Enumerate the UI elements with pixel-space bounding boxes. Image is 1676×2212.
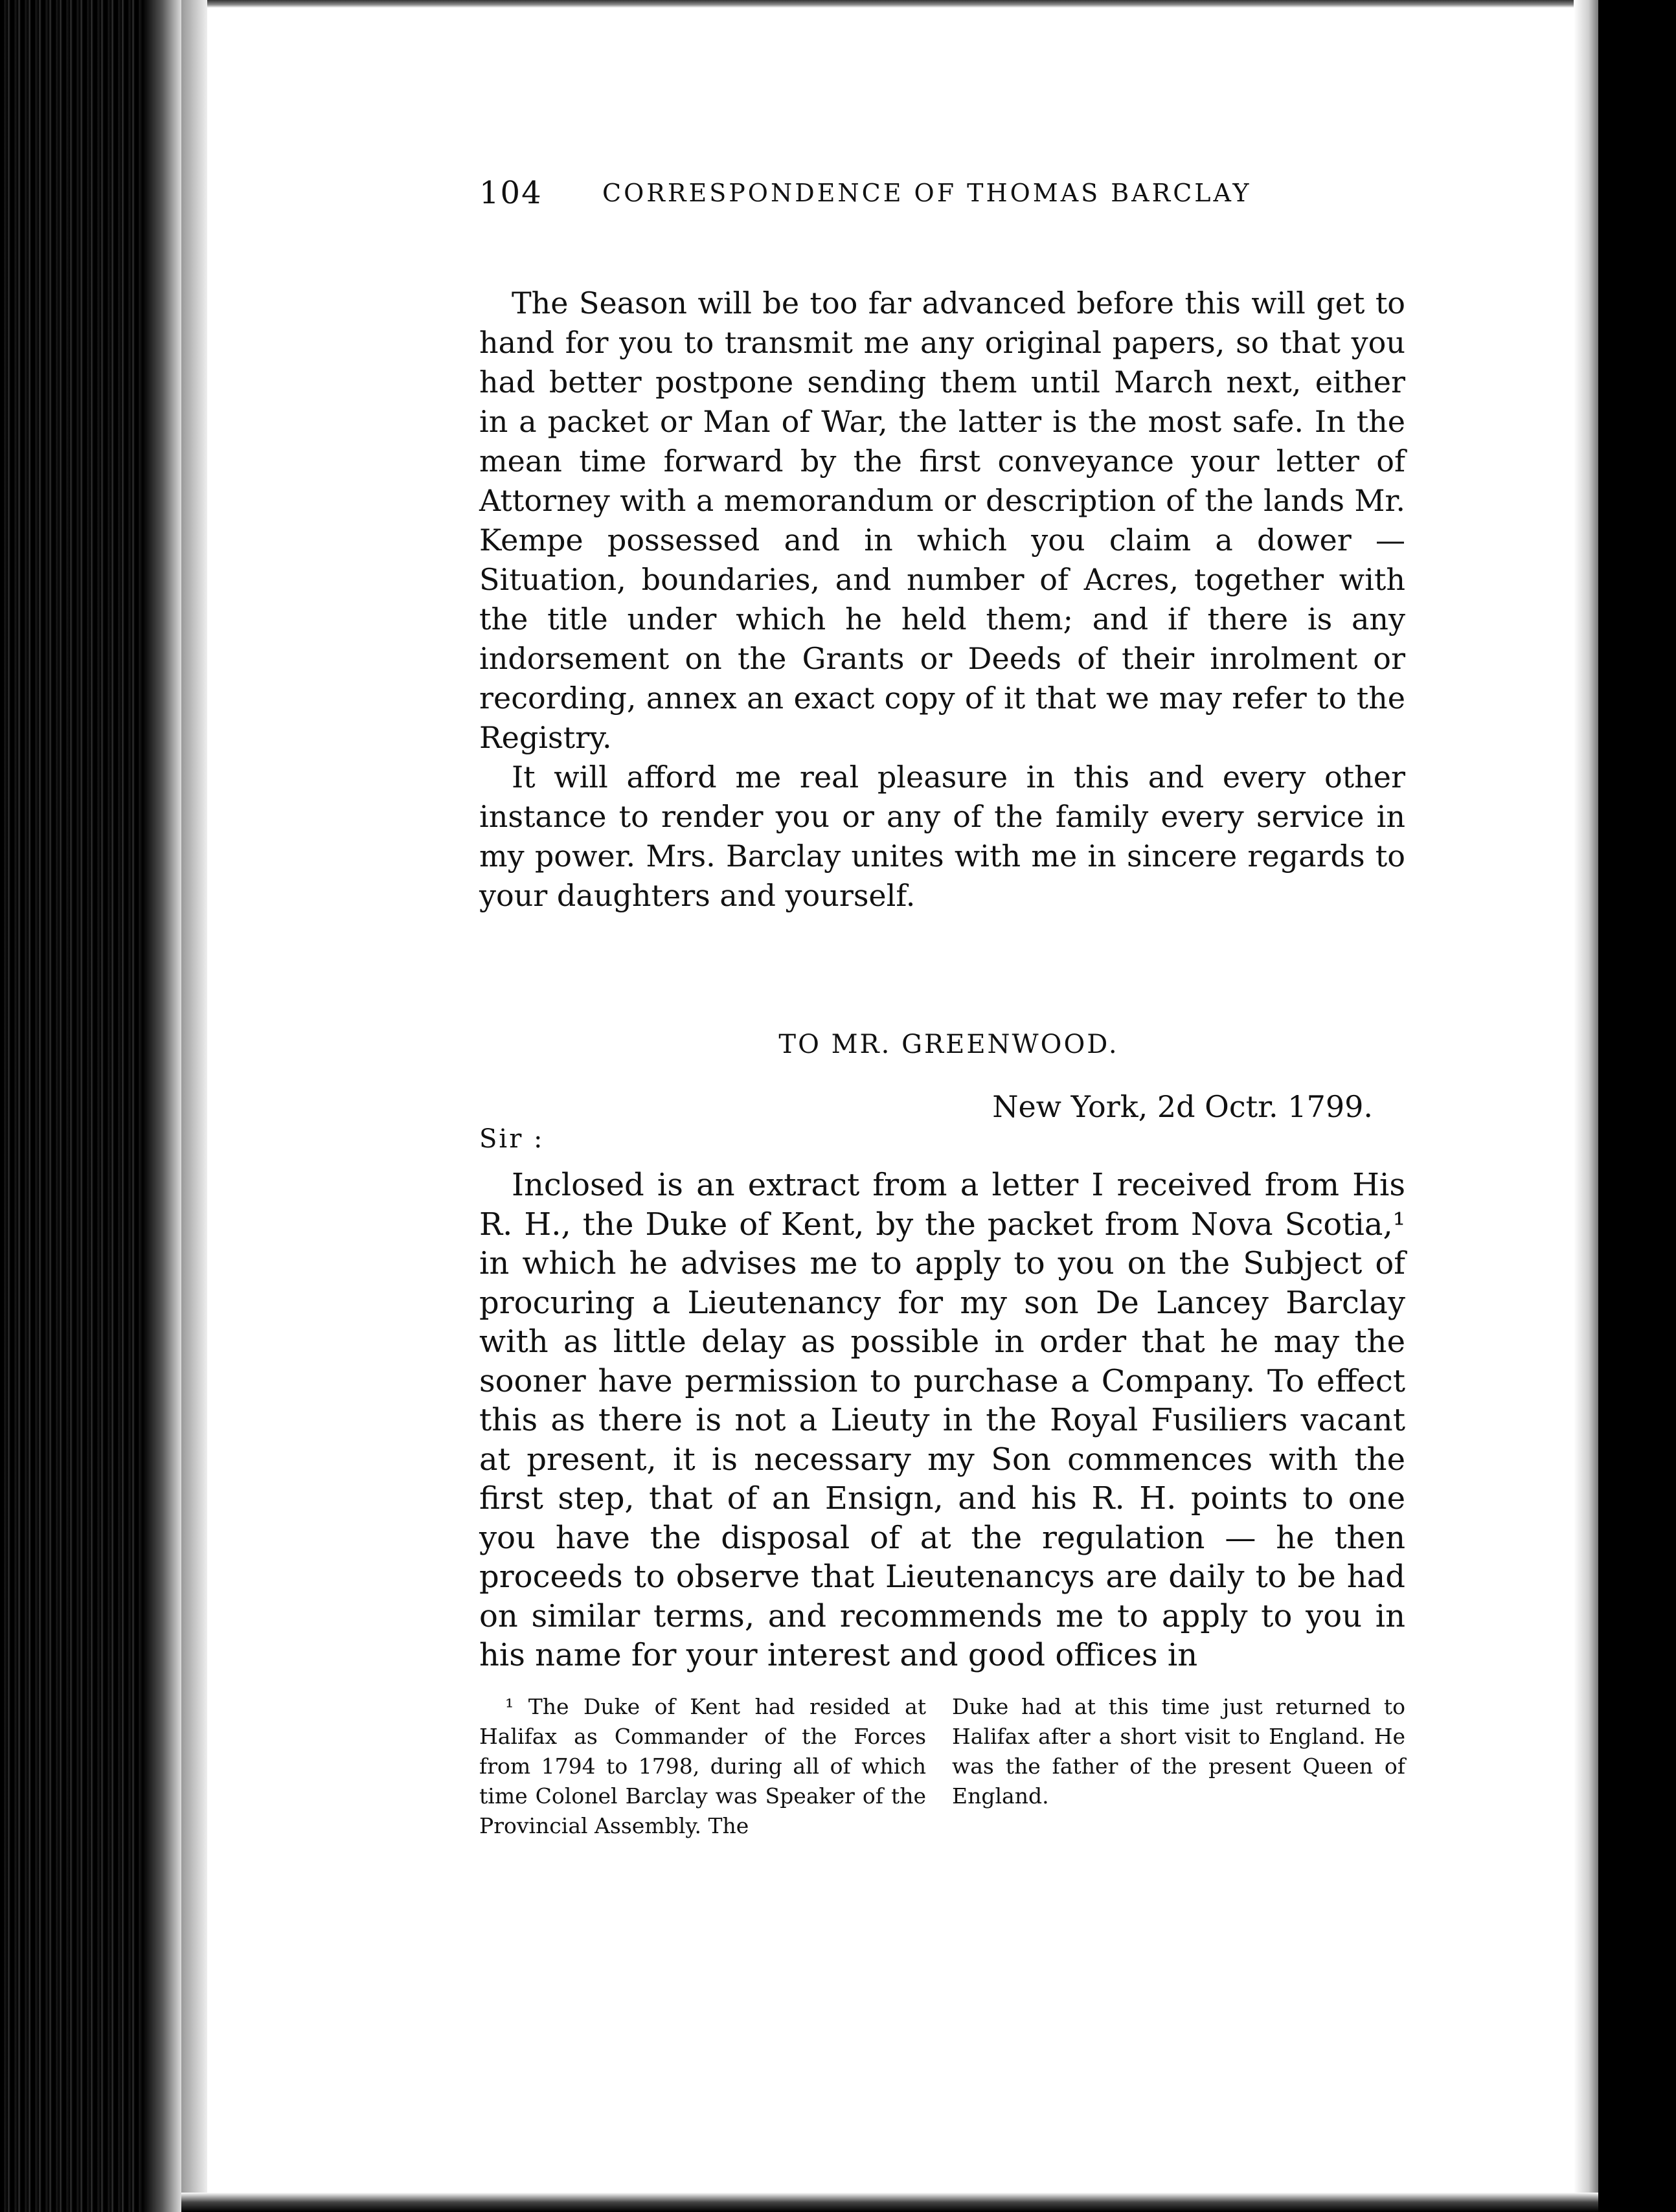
running-head (479, 175, 1405, 214)
paragraph: Inclosed is an extract from a letter I received from His R. H., the Duke of Kent, by the packet from Nova Scotia,¹ in which he advises me to apply to you on the Subject of procuring a Lieutenancy for my son De Lancey Barclay with as little delay as possible in order that he may the sooner have permission to purchase a Company. To effect this as there is not a Lieuty in the Royal Fusiliers vacant at present, it is necessary my Son commences with the first step, that of an Ensign, and his R. H. points to one you have the disposal of at the regulation — he then proceeds to observe that Lieutenancys are daily to be had on similar terms, and recommends me to apply to you in his name for your interest and good offices in (479, 1167, 1405, 1673)
paragraph: The Season will be too far advanced before this will get to hand for you to transmit me any original papers, so that you had better postpone sending them until March next, either in a packet or Man of War, the latter is the most safe. In the mean time forward by the first conveyance your letter of Attorney with a memorandum or description of the lands Mr. Kempe possessed and in which you claim a dower — Situation, boundaries, and number of Acres, together with the title under which he held them; and if there is any indorsement on the Grants or Deeds of their inrolment or recording, annex an exact copy of it that we may refer to the Registry. (479, 286, 1405, 755)
letter-body (479, 1166, 1405, 1675)
footnotes (479, 1692, 1405, 1841)
letter-heading: TO MR. GREENWOOD. (778, 1030, 1119, 1059)
letter-dateline: New York, 2d Octr. 1799. (992, 1089, 1373, 1124)
book-left-edge (0, 0, 181, 2212)
book-right-edge (1598, 0, 1676, 2212)
page-right-shadow (1574, 0, 1598, 2212)
page-top-edge (207, 0, 1574, 8)
page-gutter-shadow (181, 0, 207, 2212)
letter-salutation: Sir : (479, 1124, 545, 1154)
footnote-column-1: ¹ The Duke of Kent had resided at Halifax as Commander of the Forces from 1794 to 1798, during all of which time Colonel Barclay was Speaker of the Provincial Assembly. The (479, 1693, 926, 1838)
page-number: 104 (479, 175, 543, 211)
continued-letter (479, 284, 1405, 916)
running-title: CORRESPONDENCE OF THOMAS BARCLAY (602, 179, 1252, 207)
paragraph: It will afford me real pleasure in this and every other instance to render you or any of the family every service in my power. Mrs. Barclay unites with me in sincere regards to your daughters and yourself. (479, 760, 1405, 913)
page-bottom-edge (181, 2193, 1598, 2212)
footnote-column-2: Duke had at this time just returned to Halifax after a short visit to England. He was the father of the present Queen of England. (952, 1693, 1405, 1809)
book-page (479, 175, 1405, 1841)
